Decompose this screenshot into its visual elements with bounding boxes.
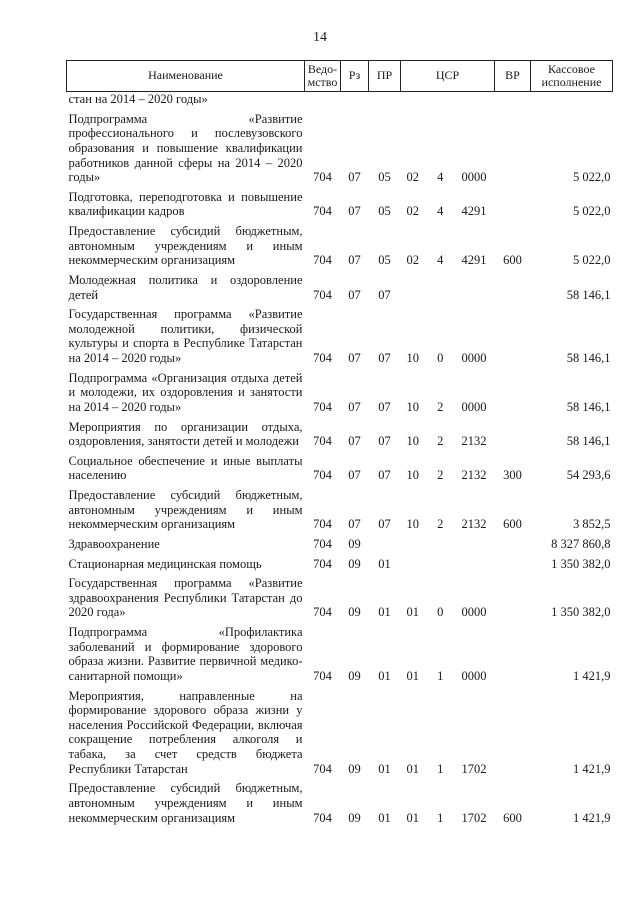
row-amount: 8 327 860,8 (551, 536, 611, 551)
header-ved: Ведо- мство (305, 61, 341, 92)
row-csr3: 2132 (461, 434, 487, 449)
row-pr: 01 (378, 605, 391, 620)
row-csr (401, 271, 495, 305)
row-csr2: 1 (437, 810, 444, 825)
row-csr3: 4291 (461, 204, 487, 219)
row-csr2: 2 (437, 517, 444, 532)
row-csr (401, 687, 495, 780)
row-vr (495, 305, 531, 369)
row-ved: 704 (313, 204, 332, 219)
table-row (67, 418, 613, 452)
row-pr (369, 92, 401, 110)
row-amount: 1 421,9 (573, 761, 611, 776)
row-name: стан на 2014 – 2020 годы» (68, 92, 208, 106)
row-amount: 54 293,6 (566, 468, 611, 483)
row-csr (401, 574, 495, 623)
table-row (67, 188, 613, 222)
row-ved: 704 (313, 287, 332, 302)
table-row (67, 452, 613, 486)
row-amount: 5 022,0 (573, 204, 611, 219)
row-pr: 01 (378, 761, 391, 776)
row-rz: 09 (348, 605, 361, 620)
row-csr1: 10 (406, 351, 419, 365)
row-ved: 704 (313, 536, 332, 551)
table-row (67, 110, 613, 188)
row-ved: 704 (313, 517, 332, 532)
row-rz: 09 (348, 810, 361, 825)
table-row (67, 555, 613, 575)
row-amount: 1 350 382,0 (551, 556, 611, 571)
row-name: Государственная программа «Развитие молодежной политики, физической культуры и спорта в Республике Татарстан на 2014 – 2020 годы» (68, 307, 303, 365)
row-amount (531, 92, 613, 110)
row-csr (401, 555, 495, 575)
row-csr1: 10 (406, 517, 419, 532)
row-vr (495, 687, 531, 780)
table-row (67, 486, 613, 535)
row-ved: 704 (313, 170, 332, 185)
row-csr1: 10 (406, 468, 419, 483)
row-csr1: 02 (406, 170, 419, 185)
row-csr (401, 369, 495, 418)
row-csr1: 02 (406, 253, 419, 268)
row-name: Стационарная медицинская помощь (68, 556, 262, 571)
row-pr: 05 (378, 204, 391, 219)
row-csr2: 2 (437, 468, 444, 483)
row-rz: 09 (348, 536, 361, 551)
header-csr: ЦСР (401, 61, 495, 92)
row-name: Молодежная политика и оздоровление детей (68, 272, 303, 302)
row-amount: 58 146,1 (566, 287, 611, 302)
table-body (67, 92, 613, 829)
row-amount: 58 146,1 (566, 399, 611, 414)
table-row (67, 92, 613, 110)
row-vr: 600 (503, 517, 522, 532)
row-ved: 704 (313, 556, 332, 571)
row-pr: 01 (378, 556, 391, 571)
row-csr3: 0000 (461, 399, 487, 414)
row-rz: 09 (348, 668, 361, 683)
row-amount: 58 146,1 (566, 351, 611, 365)
row-name: Здравоохранение (68, 536, 160, 551)
header-kas: Кассовое исполнение (531, 61, 613, 92)
row-rz: 07 (348, 351, 361, 365)
row-csr1: 01 (406, 810, 419, 825)
row-pr: 07 (378, 517, 391, 532)
row-csr2: 4 (437, 204, 444, 219)
row-pr: 05 (378, 253, 391, 268)
row-csr1: 02 (406, 204, 419, 219)
row-amount: 3 852,5 (573, 517, 611, 532)
row-name: Мероприятия по организации отдыха, оздоровления, занятости детей и молодежи (68, 419, 303, 449)
row-csr2: 1 (437, 761, 444, 776)
header-pr: ПР (369, 61, 401, 92)
row-name: Предоставление субсидий бюджетным, автономным учреждениям и иным некоммерческим организациям (68, 781, 303, 825)
row-amount: 5 022,0 (573, 253, 611, 268)
row-rz: 09 (348, 556, 361, 571)
row-csr3: 0000 (461, 351, 487, 365)
row-amount: 1 350 382,0 (551, 605, 611, 620)
row-csr (401, 92, 495, 110)
row-csr1: 01 (406, 605, 419, 620)
row-csr2: 4 (437, 170, 444, 185)
row-ved: 704 (313, 668, 332, 683)
header-name: Наименование (67, 61, 305, 92)
row-csr2: 0 (437, 605, 444, 620)
table-row (67, 623, 613, 687)
table-row (67, 687, 613, 780)
row-pr: 07 (378, 434, 391, 449)
row-name: Предоставление субсидий бюджетным, автономным учреждениям и иным некоммерческим организациям (68, 488, 303, 532)
row-name: Подпрограмма «Профилактика заболеваний и формирование здорового образа жизни. Развитие первичной медико-санитарной помощи» (68, 625, 303, 683)
row-amount: 1 421,9 (573, 810, 611, 825)
row-pr: 07 (378, 351, 391, 365)
row-csr (401, 188, 495, 222)
row-csr2: 1 (437, 668, 444, 683)
row-vr (495, 271, 531, 305)
row-vr (495, 188, 531, 222)
row-pr: 07 (378, 399, 391, 414)
table-row (67, 222, 613, 271)
row-csr3: 4291 (461, 253, 487, 268)
row-csr3: 0000 (461, 605, 487, 620)
table-row (67, 574, 613, 623)
row-ved: 704 (313, 351, 332, 365)
row-vr (495, 555, 531, 575)
row-ved: 704 (313, 468, 332, 483)
row-rz: 07 (348, 287, 361, 302)
row-amount: 58 146,1 (566, 434, 611, 449)
row-csr3: 2132 (461, 517, 487, 532)
row-vr: 300 (503, 468, 522, 483)
row-csr3: 0000 (461, 668, 487, 683)
row-rz: 07 (348, 517, 361, 532)
budget-table (66, 60, 613, 828)
row-csr (401, 452, 495, 486)
row-ved: 704 (313, 761, 332, 776)
row-csr3: 1702 (461, 810, 487, 825)
row-csr2: 4 (437, 253, 444, 268)
row-amount: 1 421,9 (573, 668, 611, 683)
row-vr (495, 369, 531, 418)
row-csr3: 0000 (461, 170, 487, 185)
row-name: Подпрограмма «Организация отдыха детей и молодежи, их оздоровления и занятости на 2014 – 2020 годы» (68, 370, 303, 414)
row-rz: 07 (348, 468, 361, 483)
row-rz: 07 (348, 253, 361, 268)
row-csr (401, 110, 495, 188)
row-csr1: 10 (406, 434, 419, 449)
table-row (67, 535, 613, 555)
row-csr2: 2 (437, 399, 444, 414)
row-vr (495, 110, 531, 188)
row-ved: 704 (313, 253, 332, 268)
header-rz: Рз (341, 61, 369, 92)
row-csr (401, 486, 495, 535)
row-csr (401, 779, 495, 828)
row-vr: 600 (503, 253, 522, 268)
header-vr: ВР (495, 61, 531, 92)
row-name: Подготовка, переподготовка и повышение квалификации кадров (68, 189, 303, 219)
row-pr (369, 535, 401, 555)
row-rz: 09 (348, 761, 361, 776)
row-csr (401, 222, 495, 271)
row-csr1: 10 (406, 399, 419, 414)
row-csr (401, 623, 495, 687)
row-ved: 704 (313, 810, 332, 825)
page-number: 14 (313, 30, 327, 45)
row-rz: 07 (348, 434, 361, 449)
row-csr3: 2132 (461, 468, 487, 483)
row-pr: 07 (378, 468, 391, 483)
row-csr3: 1702 (461, 761, 487, 776)
table-header (67, 61, 613, 92)
row-csr2: 2 (437, 434, 444, 449)
table-row (67, 271, 613, 305)
row-ved (305, 92, 341, 110)
row-rz: 07 (348, 170, 361, 185)
row-csr (401, 535, 495, 555)
row-vr (495, 574, 531, 623)
row-ved: 704 (313, 605, 332, 620)
table-row (67, 779, 613, 828)
row-pr: 01 (378, 668, 391, 683)
row-rz: 07 (348, 399, 361, 414)
row-pr: 05 (378, 170, 391, 185)
row-rz: 07 (348, 204, 361, 219)
row-ved: 704 (313, 434, 332, 449)
row-name: Подпрограмма «Развитие профессионального и послевузовского образования и повышение квалификации работников данной сферы на 2014 – 2020 годы» (68, 111, 303, 185)
row-ved: 704 (313, 399, 332, 414)
row-vr (495, 623, 531, 687)
row-amount: 5 022,0 (573, 170, 611, 185)
table-row (67, 305, 613, 369)
table-row (67, 369, 613, 418)
row-name: Предоставление субсидий бюджетным, автономным учреждениям и иным некоммерческим организациям (68, 224, 303, 268)
row-vr (495, 535, 531, 555)
row-pr: 07 (378, 287, 391, 302)
row-vr: 600 (503, 810, 522, 825)
row-csr (401, 418, 495, 452)
row-csr1: 01 (406, 761, 419, 776)
row-vr (495, 418, 531, 452)
row-csr2: 0 (437, 351, 444, 365)
row-pr: 01 (378, 810, 391, 825)
row-csr1: 01 (406, 668, 419, 683)
row-rz (341, 92, 369, 110)
row-name: Мероприятия, направленные на формирование здорового образа жизни у населения Российской Федерации, включая сокращение потребления алкоголя и табака, за счет средств бюджета Республики Татарстан (68, 688, 303, 776)
row-name: Государственная программа «Развитие здравоохранения Республики Татарстан до 2020 года» (68, 576, 303, 620)
row-vr (495, 92, 531, 110)
row-csr (401, 305, 495, 369)
row-name: Социальное обеспечение и иные выплаты населению (68, 453, 303, 483)
